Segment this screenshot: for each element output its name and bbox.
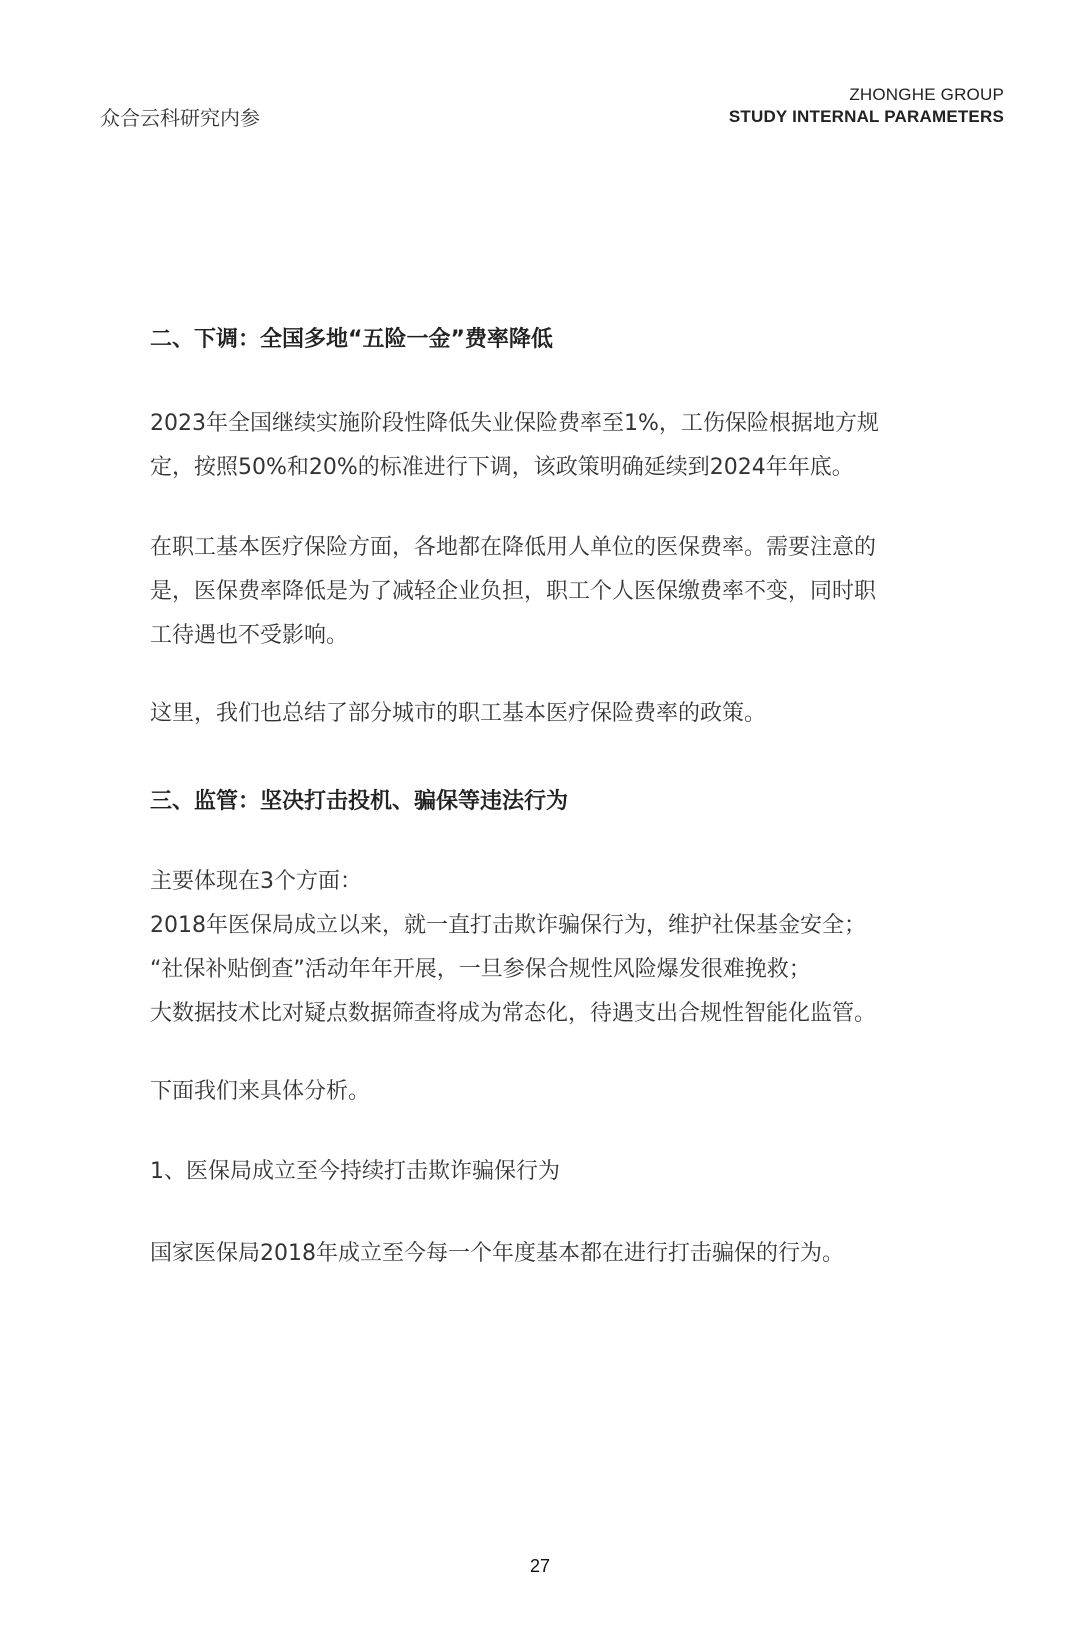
- publication-title: 众合云科研究内参: [100, 106, 260, 130]
- section-3-heading: 三、监管：坚决打击投机、骗保等违法行为: [150, 789, 569, 814]
- subsection-heading: 1、医保局成立至今持续打击欺诈骗保行为: [150, 1159, 560, 1184]
- paragraph-line: 工待遇也不受影响。: [150, 623, 349, 648]
- analysis-intro: 下面我们来具体分析。: [150, 1079, 371, 1104]
- section-2-heading: 二、下调：全国多地“五险一金”费率降低: [150, 327, 553, 352]
- paragraph-line: 2023年全国继续实施阶段性降低失业保险费率至1%，工伤保险根据地方规: [150, 411, 879, 436]
- section-2-paragraph-2: [150, 526, 950, 658]
- points-intro: 主要体现在3个方面：: [150, 869, 362, 894]
- page-number: 27: [529, 1556, 551, 1576]
- section-3-points: [150, 860, 950, 1036]
- subsection-paragraph: 国家医保局2018年成立至今每一个年度基本都在进行打击骗保的行为。: [150, 1241, 844, 1266]
- brand-subtitle: STUDY INTERNAL PARAMETERS: [728, 107, 1004, 126]
- section-2-paragraph-3: 这里，我们也总结了部分城市的职工基本医疗保险费率的政策。: [150, 701, 767, 726]
- brand-header: [729, 84, 1004, 128]
- paragraph-line: 是，医保费率降低是为了减轻企业负担，职工个人医保缴费率不变，同时职: [150, 579, 877, 604]
- point-item: “社保补贴倒查”活动年年开展，一旦参保合规性风险爆发很难挽救；: [150, 957, 811, 982]
- paragraph-line: 定，按照50%和20%的标准进行下调，该政策明确延续到2024年年底。: [150, 455, 854, 480]
- point-item: 大数据技术比对疑点数据筛查将成为常态化，待遇支出合规性智能化监管。: [150, 1001, 877, 1026]
- brand-name: ZHONGHE GROUP: [849, 85, 1004, 104]
- point-item: 2018年医保局成立以来，就一直打击欺诈骗保行为，维护社保基金安全；: [150, 913, 866, 938]
- section-2-paragraph-1: [150, 402, 950, 490]
- paragraph-line: 在职工基本医疗保险方面，各地都在降低用人单位的医保费率。需要注意的: [150, 535, 877, 560]
